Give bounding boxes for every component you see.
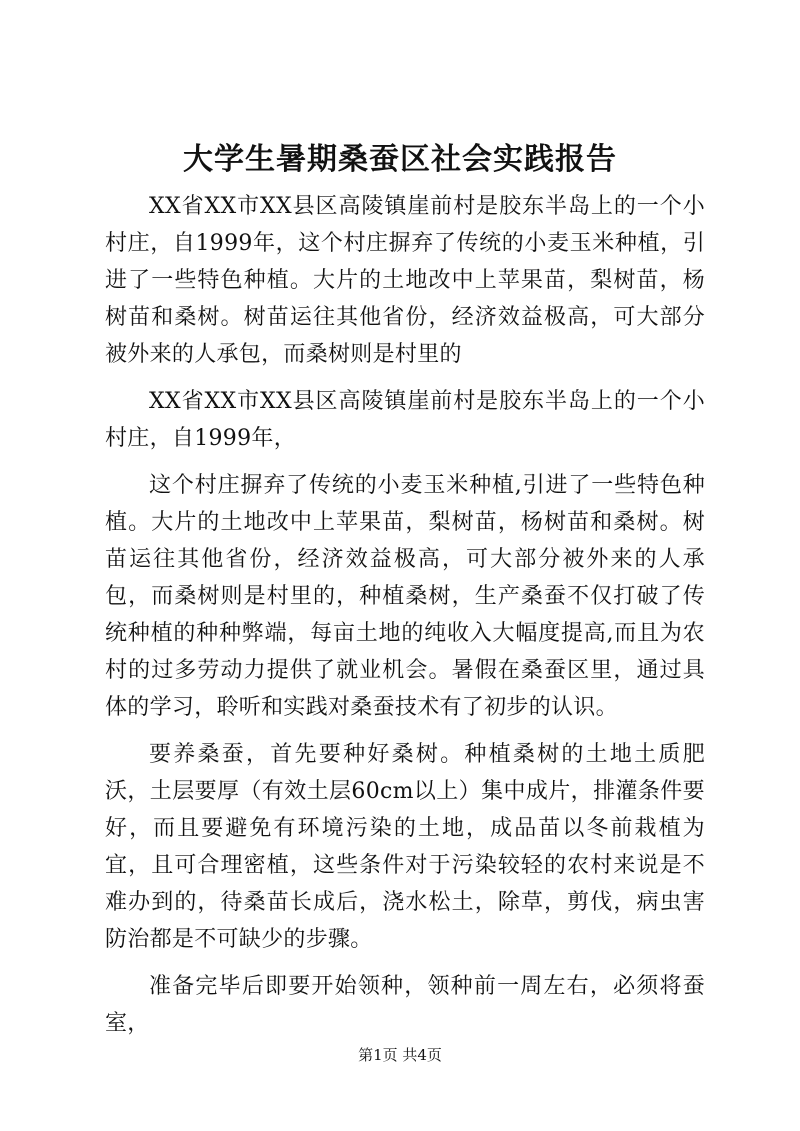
document-body bbox=[105, 188, 705, 1052]
paragraph-1: XX省XX市XX县区高陵镇崖前村是胶东半岛上的一个小村庄，自1999年，这个村庄摒弃了传统的小麦玉米种植，引进了一些特色种植。大片的土地改中上苹果苗，梨树苗，杨树苗和桑树。树苗运往其他省份，经济效益极高，可大部分被外来的人承包，而桑树则是村里的 bbox=[105, 194, 705, 367]
page-footer: 第1页 共4页 bbox=[358, 1046, 442, 1064]
paragraph-3: 这个村庄摒弃了传统的小麦玉米种植,引进了一些特色种植。大片的土地改中上苹果苗，梨树苗，杨树苗和桑树。树苗运往其他省份，经济效益极高，可大部分被外来的人承包，而桑树则是村里的，种植桑树，生产桑蚕不仅打破了传统种植的种种弊端，每亩土地的纯收入大幅度提高,而且为农村的过多劳动力提供了就业机会。暑假在桑蚕区里，通过具体的学习，聆听和实践对桑蚕技术有了初步的认识。 bbox=[105, 473, 705, 720]
paragraph-2: XX省XX市XX县区高陵镇崖前村是胶东半岛上的一个小村庄，自1999年， bbox=[105, 389, 705, 451]
document-title: 大学生暑期桑蚕区社会实践报告 bbox=[183, 142, 617, 177]
paragraph-4: 要养桑蚕，首先要种好桑树。种植桑树的土地土质肥沃，土层要厚（有效土层60cm以上）集中成片，排灌条件要好，而且要避免有环境污染的土地，成品苗以冬前栽植为宜，且可合理密植，这些条件对于污染较轻的农村来说是不难办到的，待桑苗长成后，浇水松土，除草，剪伐，病虫害防治都是不可缺少的步骤。 bbox=[105, 742, 705, 952]
paragraph-5: 准备完毕后即要开始领种，领种前一周左右，必须将蚕室， bbox=[105, 974, 705, 1036]
